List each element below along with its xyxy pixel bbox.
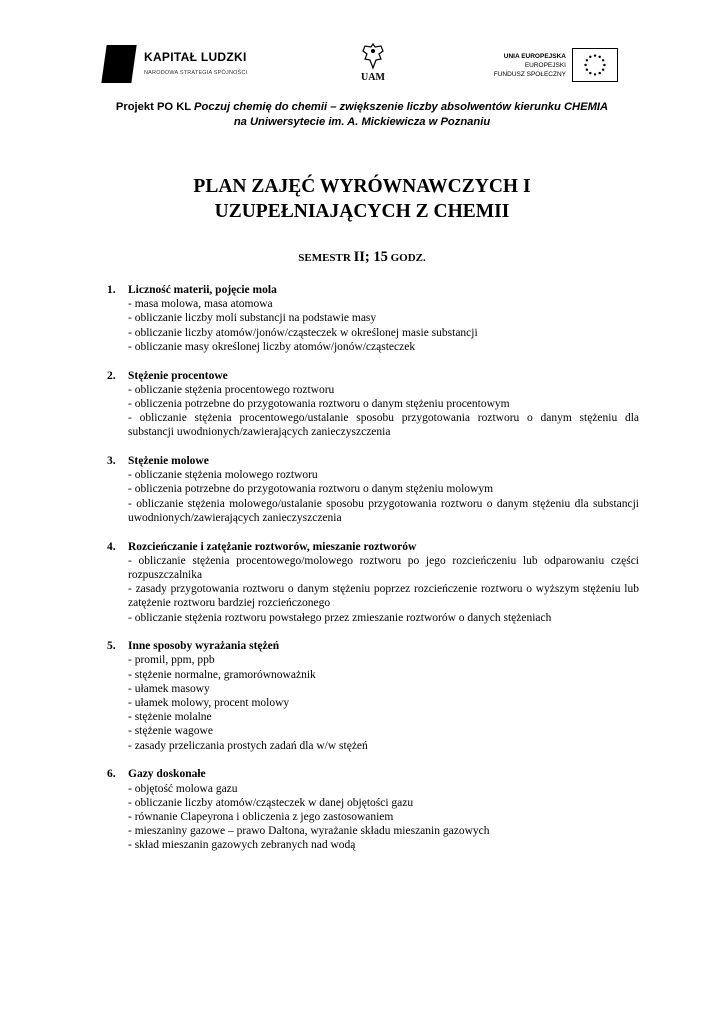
section-heading (107, 369, 639, 383)
list-item: - obliczanie stężenia roztworu powstałego przez zmieszanie roztworów o danych stężeniach (128, 611, 552, 624)
section-title: Inne sposoby wyrażania stężeń (128, 640, 280, 653)
kapital-ludzki-title: KAPITAŁ LUDZKI (144, 50, 247, 64)
section-number: 5. (107, 640, 116, 653)
list-item: - obliczanie masy określonej liczby atomów/jonów/cząsteczek (128, 340, 416, 353)
title-line-1: PLAN ZAJĘĆ WYRÓWNAWCZYCH I (193, 176, 531, 197)
topic-section (107, 639, 639, 753)
topic-section (107, 454, 639, 525)
list-item: - równanie Clapeyrona i obliczenia z jego zastosowaniem (128, 811, 394, 823)
list-item: - obliczanie liczby moli substancji na podstawie masy (128, 312, 377, 325)
section-items (107, 554, 639, 625)
eu-logo (494, 48, 624, 88)
section-number: 3. (107, 455, 116, 468)
eu-star-icon (586, 68, 588, 70)
eu-star-icon (594, 54, 596, 56)
list-item: - objętość molowa gazu (128, 782, 238, 795)
title-line-2: UZUPEŁNIAJĄCYCH Z CHEMII (214, 201, 510, 222)
eu-star-icon (598, 72, 600, 74)
list-item: - stężenie molalne (128, 711, 212, 724)
topic-section (107, 369, 639, 440)
kapital-ludzki-mark-icon (101, 45, 136, 83)
topic-section (107, 283, 639, 354)
semester-line (60, 249, 664, 266)
section-title: Stężenie molowe (128, 455, 209, 468)
list-item: - obliczenia potrzebne do przygotowania roztworu o danym stężeniu molowym (128, 483, 494, 496)
semester-unit: GODZ. (387, 252, 426, 264)
list-item: - skład mieszanin gazowych zebranych nad wodą (128, 839, 356, 852)
section-heading (107, 454, 639, 468)
project-line-1 (60, 100, 664, 115)
section-items (107, 782, 639, 853)
project-prefix: Projekt PO KL (115, 101, 195, 113)
list-item: - obliczanie stężenia procentowego/ustalanie sposobu przygotowania roztworu o danym stężeniu dla substancji uwodnionych/zawierających zanieczyszczenia (128, 412, 639, 439)
eagle-crest-icon (361, 42, 385, 70)
topic-section (107, 767, 639, 852)
section-title: Stężenie procentowe (128, 369, 228, 382)
eu-star-icon (589, 72, 591, 74)
section-heading (107, 283, 639, 297)
list-item: - stężenie wagowe (128, 725, 213, 738)
section-number: 1. (107, 284, 116, 296)
list-item: - obliczanie stężenia molowego/ustalanie sposobu przygotowania roztworu o danym stężeniu dla substancji uwodnionych/zawierających zanieczyszczenia (128, 497, 639, 524)
list-item: - obliczanie liczby atomów/cząsteczek w danej objętości gazu (128, 796, 414, 809)
eu-star-icon (586, 59, 588, 61)
eu-star-icon (602, 68, 604, 70)
page-title (60, 174, 664, 224)
uam-logo (356, 40, 390, 92)
eu-star-icon (598, 56, 600, 58)
section-heading (107, 540, 639, 554)
section-title: Liczność materii, pojęcie mola (128, 284, 277, 296)
section-items (107, 383, 639, 440)
section-heading (107, 639, 639, 653)
section-number: 4. (107, 540, 116, 553)
eu-line-1: UNIA EUROPEJSKA (503, 53, 566, 60)
project-line-2: na Uniwersytecie im. A. Mickiewicza w Poznaniu (233, 116, 491, 128)
list-item: - obliczanie stężenia molowego roztworu (128, 469, 318, 482)
list-item: - zasady przeliczania prostych zadań dla w/w stężeń (128, 739, 368, 752)
list-item: - obliczanie stężenia procentowego/molowego roztworu po jego rozcieńczeniu lub odparowaniu części rozpuszczalnika (128, 554, 639, 581)
list-item: - obliczenia potrzebne do przygotowania roztworu o danym stężeniu procentowym (128, 397, 510, 410)
header-logos (100, 40, 624, 94)
kapital-ludzki-subtitle: NARODOWA STRATEGIA SPÓJNOŚCI (144, 70, 248, 76)
list-item: - promil, ppm, ppb (128, 654, 215, 667)
list-item: - stężenie normalne, gramorównoważnik (128, 668, 316, 681)
eu-line-2: EUROPEJSKI (524, 62, 566, 69)
list-item: - ułamek masowy (128, 682, 210, 695)
uam-text: UAM (361, 72, 385, 83)
section-items (107, 468, 639, 525)
list-item: - mieszaniny gazowe – prawo Daltona, wyrażanie składu mieszanin gazowych (128, 825, 490, 838)
kapital-ludzki-logo (100, 43, 260, 89)
eu-text (494, 52, 566, 79)
section-items (107, 297, 639, 354)
project-name: Poczuj chemię do chemii – zwiększenie liczby absolwentów kierunku CHEMIA (194, 101, 609, 113)
semester-value: II; 15 (353, 249, 388, 265)
list-item: - zasady przygotowania roztworu o danym stężeniu poprzez rozcieńczenie roztworu o wyższym stężeniu lub zatężenie roztworu bardziej rozcieńczonego (128, 583, 639, 610)
topic-list (107, 283, 639, 867)
section-title: Rozcieńczanie i zatężanie roztworów, mieszanie roztworów (128, 540, 417, 553)
list-item: - ułamek molowy, procent molowy (128, 697, 290, 710)
eu-star-icon (584, 64, 586, 66)
list-item: - obliczanie stężenia procentowego roztworu (128, 383, 335, 396)
section-title: Gazy doskonałe (128, 768, 206, 781)
eu-star-icon (602, 59, 604, 61)
section-number: 6. (107, 768, 116, 781)
list-item: - obliczanie liczby atomów/jonów/cząsteczek w określonej masie substancji (128, 326, 478, 339)
eu-star-icon (589, 56, 591, 58)
eu-star-icon (594, 73, 596, 75)
project-header (60, 100, 664, 130)
section-number: 2. (107, 369, 116, 382)
eu-star-icon (603, 64, 605, 66)
eu-line-3: FUNDUSZ SPOŁECZNY (493, 71, 566, 78)
topic-section (107, 540, 639, 625)
list-item: - masa molowa, masa atomowa (128, 298, 273, 311)
section-heading (107, 767, 639, 781)
section-items (107, 653, 639, 752)
semester-word: SEMESTR (298, 252, 354, 264)
eu-flag-icon (572, 48, 618, 82)
